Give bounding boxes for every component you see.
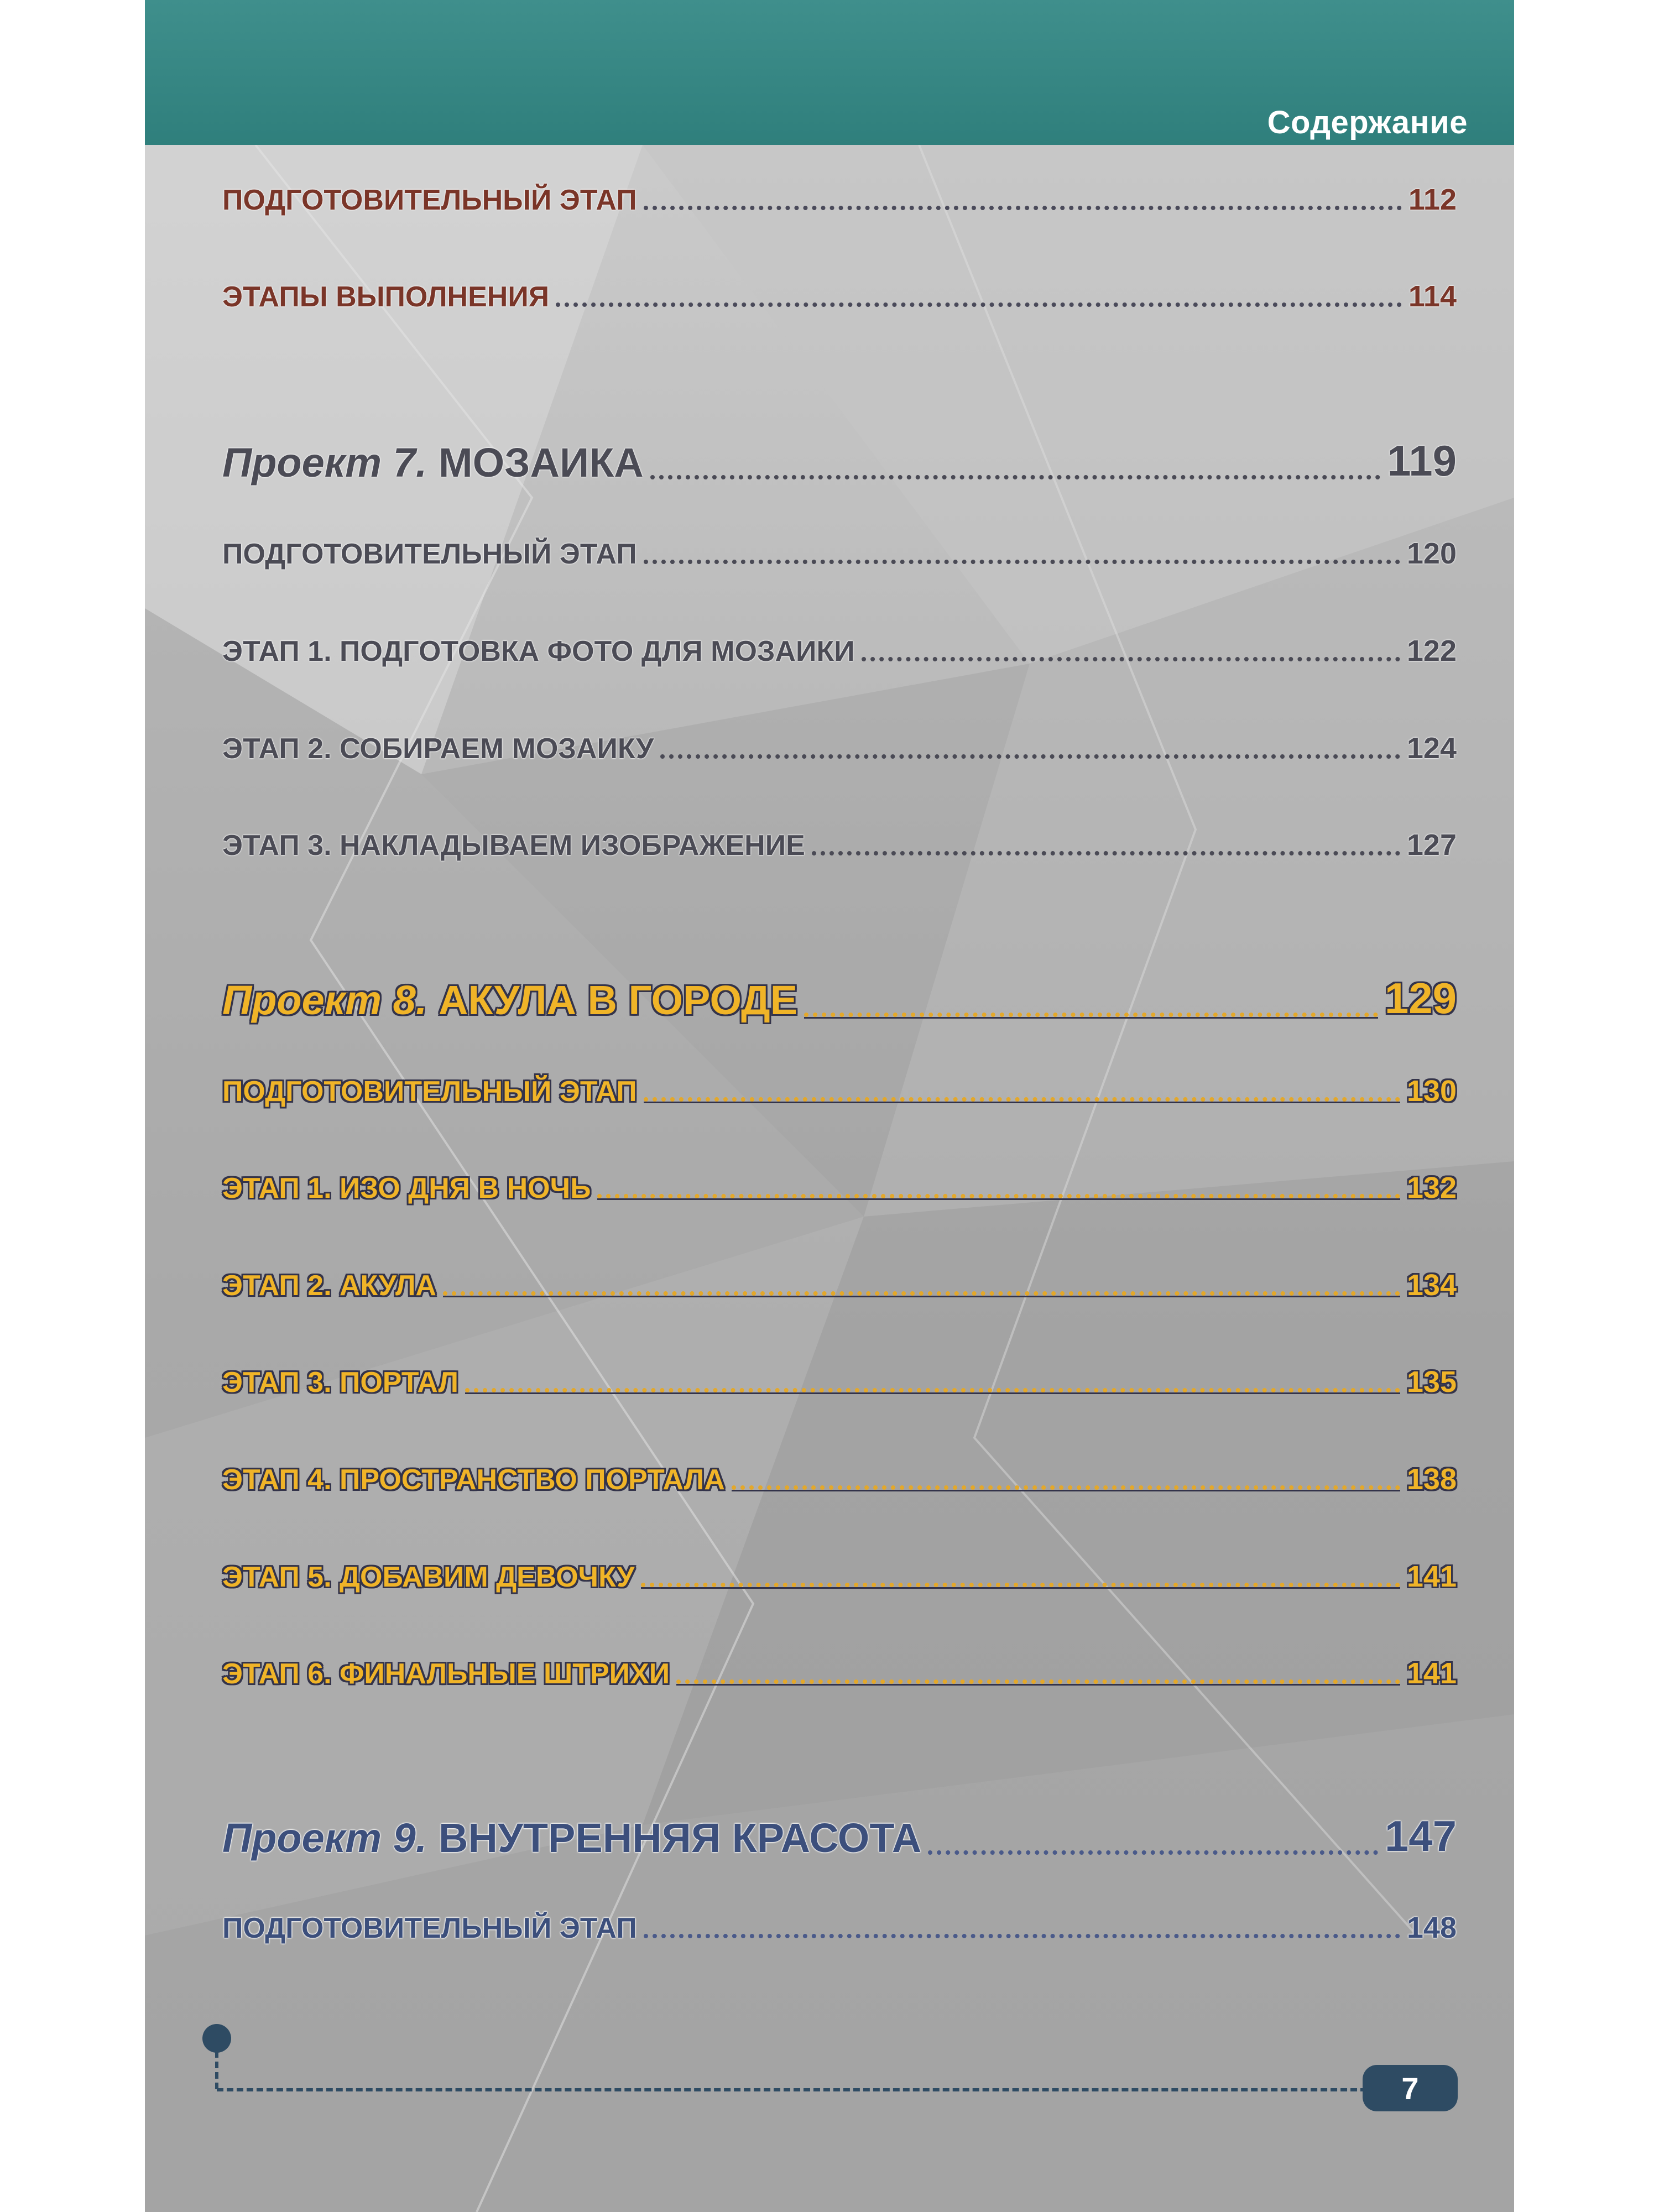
- page-number-badge: [1363, 2065, 1458, 2111]
- toc-entry-label: ЭТАП 3. ПОРТАЛ: [222, 1366, 458, 1399]
- project-title: [222, 439, 644, 486]
- project-name: АКУЛА В ГОРОДЕ: [438, 977, 798, 1023]
- toc-entry-label: ЭТАП 1. ИЗО ДНЯ В НОЧЬ: [222, 1172, 591, 1204]
- toc-leader-dots: [928, 1850, 1378, 1855]
- project-heading[interactable]: [222, 436, 1457, 486]
- toc-leader-dots: [812, 851, 1400, 855]
- project-title: [222, 977, 797, 1024]
- toc-entry[interactable]: [222, 1074, 1457, 1108]
- toc-entry[interactable]: [222, 279, 1457, 314]
- toc-entry-label: ЭТАП 6. ФИНАЛЬНЫЕ ШТРИХИ: [222, 1658, 670, 1690]
- project-word: Проект 9.: [222, 1815, 427, 1861]
- toc-entry[interactable]: [222, 731, 1457, 765]
- toc-leader-dots: [465, 1388, 1400, 1392]
- toc-entry[interactable]: [222, 1559, 1457, 1594]
- toc-entry[interactable]: [222, 1268, 1457, 1302]
- project-page: 119: [1387, 436, 1457, 485]
- toc-entry-page: 122: [1406, 634, 1457, 667]
- toc-entry-label: ЭТАПЫ ВЫПОЛНЕНИЯ: [222, 281, 550, 313]
- toc-leader-dots: [644, 1934, 1400, 1938]
- toc-entry-page: 134: [1406, 1269, 1457, 1302]
- toc-entry-page: 114: [1408, 280, 1457, 313]
- toc-leader-dots: [660, 754, 1400, 759]
- toc-entry-label: ПОДГОТОВИТЕЛЬНЫЙ ЭТАП: [222, 1912, 637, 1944]
- toc-entry[interactable]: [222, 1365, 1457, 1399]
- toc-entry-page: 127: [1406, 828, 1457, 862]
- book-page: [145, 0, 1514, 2212]
- toc-entry-label: ЭТАП 4. ПРОСТРАНСТВО ПОРТАЛА: [222, 1464, 725, 1496]
- toc-entry[interactable]: [222, 1462, 1457, 1496]
- project-page: 147: [1384, 1812, 1457, 1860]
- toc-entry[interactable]: [222, 828, 1457, 862]
- toc-entry-page: 141: [1406, 1657, 1457, 1690]
- project-name: МОЗАИКА: [438, 440, 644, 486]
- toc-entry-label: ЭТАП 2. СОБИРАЕМ МОЗАИКУ: [222, 733, 654, 765]
- footer-stem: [215, 2041, 218, 2089]
- toc-leader-dots: [644, 1097, 1400, 1102]
- toc-leader-dots: [443, 1291, 1400, 1296]
- project-page: 129: [1384, 974, 1457, 1022]
- toc-entry-page: 148: [1406, 1911, 1457, 1944]
- toc-entry-label: ЭТАП 2. АКУЛА: [222, 1270, 436, 1302]
- project-word: Проект 8.: [222, 977, 427, 1023]
- toc-entry-page: 141: [1406, 1560, 1457, 1593]
- toc-entry[interactable]: [222, 1171, 1457, 1205]
- toc-entry[interactable]: [222, 536, 1457, 571]
- toc-leader-dots: [641, 1583, 1400, 1587]
- toc-leader-dots: [644, 206, 1402, 210]
- toc-leader-dots: [804, 1013, 1378, 1017]
- footer-dashed-line: [217, 2088, 1367, 2091]
- toc-leader-dots: [644, 560, 1400, 564]
- toc-entry[interactable]: [222, 1656, 1457, 1691]
- header-band: [145, 0, 1514, 145]
- toc-entry-label: ЭТАП 1. ПОДГОТОВКА ФОТО ДЛЯ МОЗАИКИ: [222, 635, 855, 667]
- toc-entry-page: 138: [1406, 1463, 1457, 1496]
- toc-entry-label: ЭТАП 3. НАКЛАДЫВАЕМ ИЗОБРАЖЕНИЕ: [222, 830, 805, 862]
- toc-entry[interactable]: [222, 182, 1457, 217]
- toc-entry[interactable]: [222, 1911, 1457, 1945]
- toc-entry-page: 112: [1408, 183, 1457, 216]
- toc-entry-label: ПОДГОТОВИТЕЛЬНЫЙ ЭТАП: [222, 1076, 637, 1108]
- toc-entry-page: 132: [1406, 1171, 1457, 1204]
- project-heading[interactable]: [222, 1811, 1457, 1861]
- toc-leader-dots: [676, 1679, 1400, 1684]
- toc-entry-label: ПОДГОТОВИТЕЛЬНЫЙ ЭТАП: [222, 538, 637, 570]
- toc-leader-dots: [650, 475, 1380, 479]
- toc-entry-page: 120: [1406, 537, 1457, 570]
- toc-leader-dots: [862, 657, 1400, 661]
- toc-entry-page: 135: [1406, 1365, 1457, 1399]
- toc-entry-page: 130: [1406, 1074, 1457, 1108]
- page-number: 7: [1401, 2070, 1419, 2106]
- project-title: [222, 1814, 921, 1861]
- toc-leader-dots: [732, 1485, 1400, 1490]
- section-title: Содержание: [1267, 105, 1468, 140]
- project-name: ВНУТРЕННЯЯ КРАСОТА: [438, 1815, 922, 1861]
- toc-leader-dots: [556, 302, 1402, 307]
- project-word: Проект 7.: [222, 440, 427, 486]
- toc-entry-page: 124: [1406, 732, 1457, 765]
- project-heading[interactable]: [222, 973, 1457, 1024]
- toc-leader-dots: [597, 1194, 1400, 1198]
- toc-entry-label: ПОДГОТОВИТЕЛЬНЫЙ ЭТАП: [222, 184, 637, 216]
- toc-entry-label: ЭТАП 5. ДОБАВИМ ДЕВОЧКУ: [222, 1561, 635, 1593]
- toc-entry[interactable]: [222, 634, 1457, 668]
